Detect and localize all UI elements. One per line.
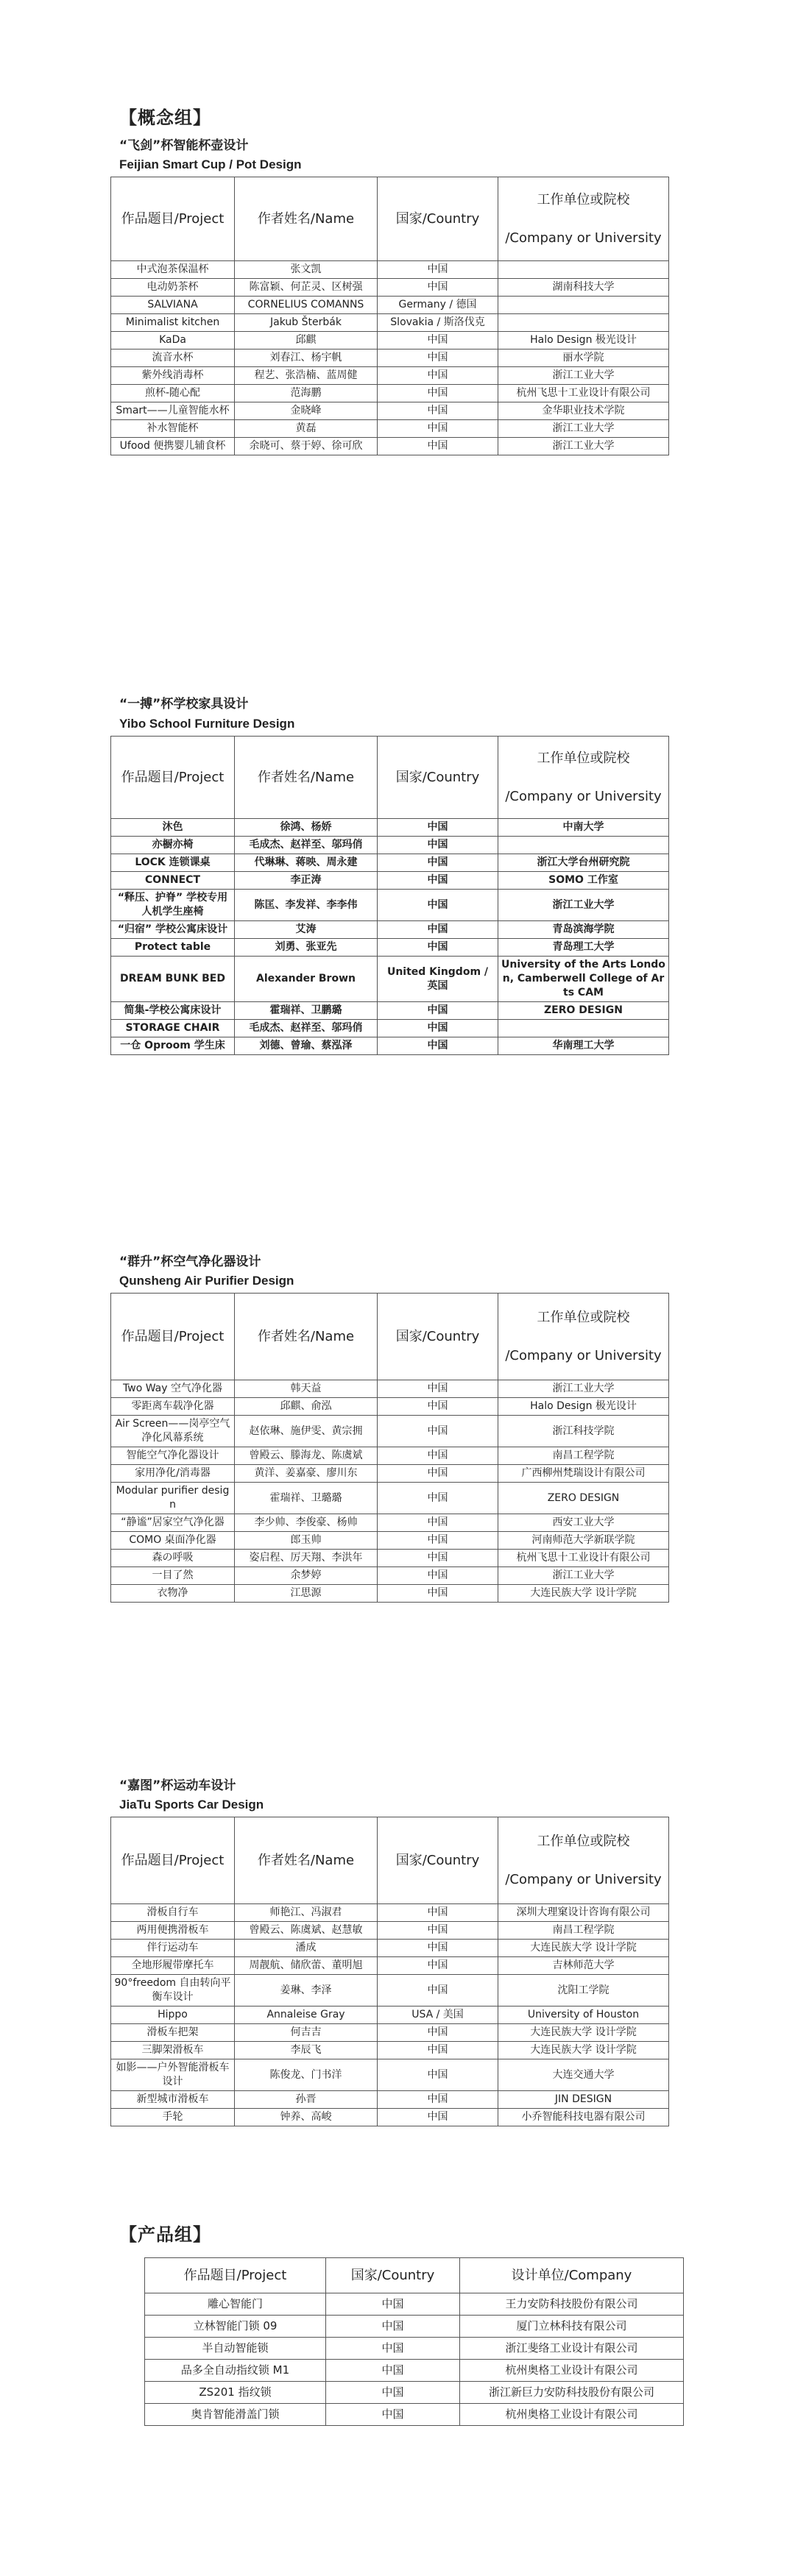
cell-project: 一目了然 (111, 1567, 235, 1585)
header-unit (498, 1294, 669, 1380)
header-company: 设计单位/Company (460, 2258, 684, 2293)
cell-project: 零距离车载净化器 (111, 1398, 235, 1416)
cell-country: 中国 (378, 854, 498, 872)
cell-country: 中国 (378, 1514, 498, 1532)
cell-name: 艾涛 (235, 921, 378, 939)
cell-unit: 浙江大学台州研究院 (498, 854, 669, 872)
cell-name: 毛成杰、赵祥至、邬玛俏 (235, 1020, 378, 1037)
header-unit-en: /Company or University (505, 1871, 662, 1887)
cell-name: 刘勇、张亚先 (235, 939, 378, 957)
cell-unit: 河南师范大学新联学院 (498, 1532, 669, 1550)
cell-country: 中国 (378, 890, 498, 921)
cell-country: 中国 (378, 1975, 498, 2006)
cell-unit: 吉林师范大学 (498, 1957, 669, 1975)
header-unit (498, 1817, 669, 1904)
cell-unit: 大连民族大学 设计学院 (498, 1940, 669, 1957)
table-row (111, 1532, 669, 1550)
cell-name: 姜琳、李泽 (235, 1975, 378, 2006)
cell-unit (498, 1020, 669, 1037)
section-subtitle-yibo: Yibo School Furniture Design (119, 717, 295, 731)
cell-project: 亦橱亦椅 (111, 837, 235, 854)
cell-project: ZS201 指纹锁 (145, 2382, 326, 2404)
cell-unit: 沈阳工学院 (498, 1975, 669, 2006)
cell-name: 李辰飞 (235, 2042, 378, 2059)
cell-country: 中国 (378, 1002, 498, 1020)
product-group-title: 【产品组】 (119, 2224, 211, 2245)
cell-unit: 杭州飞思十工业设计有限公司 (498, 1550, 669, 1567)
cell-project: 全地形履带摩托车 (111, 1957, 235, 1975)
cell-name: 邱麒 (235, 332, 378, 350)
cell-unit: 中南大学 (498, 819, 669, 837)
cell-company: 厦门立林科技有限公司 (460, 2316, 684, 2338)
cell-name: 徐鸿、杨娇 (235, 819, 378, 837)
section-subtitle-qunsheng: Qunsheng Air Purifier Design (119, 1274, 294, 1288)
cell-country: 中国 (378, 332, 498, 350)
cell-country: 中国 (378, 350, 498, 367)
cell-name: 赵依琳、施伊雯、黄宗拥 (235, 1416, 378, 1447)
table-row (111, 332, 669, 350)
cell-country: 中国 (378, 279, 498, 297)
header-unit-cn: 工作单位或院校 (537, 191, 630, 207)
cell-project: STORAGE CHAIR (111, 1020, 235, 1037)
cell-unit: 金华职业技术学院 (498, 402, 669, 420)
table-row (111, 438, 669, 455)
table-row (111, 1550, 669, 1567)
table-row (111, 854, 669, 872)
cell-unit: 南昌工程学院 (498, 1922, 669, 1940)
header-name: 作者姓名/Name (235, 737, 378, 819)
cell-unit: ZERO DESIGN (498, 1002, 669, 1020)
cell-project: KaDa (111, 332, 235, 350)
cell-country: USA / 美国 (378, 2006, 498, 2024)
cell-project: 品多全自动指纹锁 M1 (145, 2360, 326, 2382)
cell-unit: 丽水学院 (498, 350, 669, 367)
cell-country: 中国 (378, 420, 498, 438)
cell-country: 中国 (378, 1957, 498, 1975)
header-country: 国家/Country (326, 2258, 460, 2293)
cell-country: 中国 (378, 2091, 498, 2109)
table-row (111, 1037, 669, 1055)
table-row (145, 2360, 684, 2382)
cell-country: 中国 (378, 261, 498, 279)
cell-project: 补水智能杯 (111, 420, 235, 438)
cell-unit: 小乔智能科技电器有限公司 (498, 2109, 669, 2126)
section-title-qunsheng: “群升”杯空气净化器设计 (119, 1255, 261, 1269)
header-unit (498, 177, 669, 261)
cell-country: 中国 (378, 1037, 498, 1055)
header-unit-cn: 工作单位或院校 (537, 750, 630, 766)
cell-project: 90°freedom 自由转向平衡车设计 (111, 1975, 235, 2006)
table-row (111, 2109, 669, 2126)
cell-project: 如影——户外智能滑板车设计 (111, 2059, 235, 2091)
cell-country: 中国 (378, 1398, 498, 1416)
cell-name: 金晓峰 (235, 402, 378, 420)
cell-project: 电动奶茶杯 (111, 279, 235, 297)
cell-name: 霍瑞祥、卫璐璐 (235, 1483, 378, 1514)
cell-unit (498, 297, 669, 314)
header-unit-en: /Company or University (505, 1347, 662, 1363)
cell-project: 森の呼吸 (111, 1550, 235, 1567)
cell-country: 中国 (378, 1550, 498, 1567)
cell-country: 中国 (326, 2338, 460, 2360)
cell-country: Slovakia / 斯洛伐克 (378, 314, 498, 332)
header-name: 作者姓名/Name (235, 1817, 378, 1904)
table-row (111, 1447, 669, 1465)
header-unit-en: /Company or University (505, 230, 662, 246)
cell-unit: University of the Arts London, Camberwell College of Arts CAM (498, 957, 669, 1002)
cell-project: 雕心智能门 (145, 2293, 326, 2316)
cell-unit: 大连民族大学 设计学院 (498, 2024, 669, 2042)
cell-unit: 南昌工程学院 (498, 1447, 669, 1465)
table-row (111, 2006, 669, 2024)
cell-unit: 广西柳州梵瑞设计有限公司 (498, 1465, 669, 1483)
cell-unit: 浙江工业大学 (498, 367, 669, 385)
cell-country: 中国 (378, 939, 498, 957)
cell-project: Smart——儿童智能水杯 (111, 402, 235, 420)
table-row (111, 314, 669, 332)
cell-name: 刘春江、杨宇帆 (235, 350, 378, 367)
header-unit-cn: 工作单位或院校 (537, 1309, 630, 1325)
cell-country: 中国 (378, 1940, 498, 1957)
table-row (111, 2042, 669, 2059)
table-row (111, 1975, 669, 2006)
table-row (111, 385, 669, 402)
cell-unit: 西安工业大学 (498, 1514, 669, 1532)
cell-country: 中国 (326, 2404, 460, 2426)
cell-country: 中国 (378, 921, 498, 939)
cell-project: Two Way 空气净化器 (111, 1380, 235, 1398)
cell-project: 一仓 Oproom 学生床 (111, 1037, 235, 1055)
cell-unit: 湖南科技大学 (498, 279, 669, 297)
cell-country: 中国 (378, 1465, 498, 1483)
table-row (145, 2293, 684, 2316)
table-row (145, 2382, 684, 2404)
cell-project: 煎杯-随心配 (111, 385, 235, 402)
cell-company: 杭州奥格工业设计有限公司 (460, 2360, 684, 2382)
cell-country: 中国 (378, 1904, 498, 1922)
table-row (111, 939, 669, 957)
table-row (111, 367, 669, 385)
cell-name: 毛成杰、赵祥至、邬玛俏 (235, 837, 378, 854)
concept-group-title: 【概念组】 (119, 107, 211, 128)
cell-project: CONNECT (111, 872, 235, 890)
cell-country: 中国 (326, 2316, 460, 2338)
cell-unit: 大连民族大学 设计学院 (498, 2042, 669, 2059)
cell-unit: 青岛滨海学院 (498, 921, 669, 939)
table-yibo (110, 736, 669, 1055)
cell-country: 中国 (326, 2382, 460, 2404)
table-row (111, 2091, 669, 2109)
table-products (144, 2257, 684, 2426)
cell-country: 中国 (378, 367, 498, 385)
header-project: 作品题目/Project (111, 1294, 235, 1380)
cell-project: “静谧”居家空气净化器 (111, 1514, 235, 1532)
cell-unit: 大连交通大学 (498, 2059, 669, 2091)
section-subtitle-feijian: Feijian Smart Cup / Pot Design (119, 157, 302, 171)
cell-unit (498, 314, 669, 332)
cell-name: 周靓航、储欣蕾、董明旭 (235, 1957, 378, 1975)
cell-unit: 大连民族大学 设计学院 (498, 1585, 669, 1603)
header-project: 作品题目/Project (111, 737, 235, 819)
header-country: 国家/Country (378, 1817, 498, 1904)
cell-name: 刘德、曾瑜、蔡泓泽 (235, 1037, 378, 1055)
cell-name: CORNELIUS COMANNS (235, 297, 378, 314)
header-project: 作品题目/Project (145, 2258, 326, 2293)
header-name: 作者姓名/Name (235, 177, 378, 261)
cell-project: 立林智能门锁 09 (145, 2316, 326, 2338)
table-row (111, 837, 669, 854)
table-row (111, 1465, 669, 1483)
cell-project: 伴行运动车 (111, 1940, 235, 1957)
cell-unit: 浙江工业大学 (498, 438, 669, 455)
table-row (145, 2404, 684, 2426)
cell-name: Jakub Šterbák (235, 314, 378, 332)
cell-unit: 浙江工业大学 (498, 420, 669, 438)
table-row (111, 297, 669, 314)
cell-unit: Halo Design 极光设计 (498, 332, 669, 350)
cell-country: 中国 (378, 1922, 498, 1940)
cell-project: SALVIANA (111, 297, 235, 314)
cell-country: 中国 (326, 2360, 460, 2382)
cell-project: DREAM BUNK BED (111, 957, 235, 1002)
cell-name: 黄洋、姜嘉豪、廖川东 (235, 1465, 378, 1483)
cell-unit: 深圳大理窠设计咨询有限公司 (498, 1904, 669, 1922)
cell-country: 中国 (378, 1483, 498, 1514)
table-row (111, 1398, 669, 1416)
cell-country: 中国 (378, 2042, 498, 2059)
cell-project: 三脚架滑板车 (111, 2042, 235, 2059)
cell-name: 余晓可、蔡于婷、徐可欣 (235, 438, 378, 455)
table-row (111, 1380, 669, 1398)
cell-name: Alexander Brown (235, 957, 378, 1002)
cell-name: 曾殿云、陈虞斌、赵慧敏 (235, 1922, 378, 1940)
cell-name: Annaleise Gray (235, 2006, 378, 2024)
table-row (111, 1922, 669, 1940)
table-row (145, 2316, 684, 2338)
cell-country: 中国 (378, 385, 498, 402)
cell-unit: SOMO 工作室 (498, 872, 669, 890)
section-title-yibo: “一搏”杯学校家具设计 (119, 697, 249, 712)
cell-country: 中国 (378, 2024, 498, 2042)
cell-unit: ZERO DESIGN (498, 1483, 669, 1514)
section-title-jiatu: “嘉图”杯运动车设计 (119, 1778, 236, 1793)
table-row (111, 1567, 669, 1585)
cell-name: 潘成 (235, 1940, 378, 1957)
cell-project: 紫外线消毒杯 (111, 367, 235, 385)
cell-unit: 杭州飞思十工业设计有限公司 (498, 385, 669, 402)
table-row (145, 2338, 684, 2360)
cell-unit: 浙江工业大学 (498, 1380, 669, 1398)
cell-name: 郎玉帅 (235, 1532, 378, 1550)
cell-project: LOCK 连锁课桌 (111, 854, 235, 872)
table-row (111, 1002, 669, 1020)
table-row (111, 921, 669, 939)
section-title-feijian: “飞剑”杯智能杯壶设计 (119, 138, 249, 153)
cell-project: 半自动智能锁 (145, 2338, 326, 2360)
cell-name: 余梦婷 (235, 1567, 378, 1585)
cell-project: 新型城市滑板车 (111, 2091, 235, 2109)
table-row (111, 402, 669, 420)
cell-name: 范海鹏 (235, 385, 378, 402)
cell-country: 中国 (378, 1585, 498, 1603)
cell-project: Modular purifier design (111, 1483, 235, 1514)
table-row (111, 890, 669, 921)
cell-project: 流音水杯 (111, 350, 235, 367)
cell-project: COMO 桌面净化器 (111, 1532, 235, 1550)
table-row (111, 1416, 669, 1447)
cell-name: 陈匡、李发祥、李李伟 (235, 890, 378, 921)
table-row (111, 350, 669, 367)
header-unit-en: /Company or University (505, 788, 662, 804)
cell-country: 中国 (326, 2293, 460, 2316)
header-unit (498, 737, 669, 819)
cell-name: 霍瑞祥、卫鹏璐 (235, 1002, 378, 1020)
table-row (111, 279, 669, 297)
table-row (111, 2024, 669, 2042)
cell-project: 衣物净 (111, 1585, 235, 1603)
table-row (111, 1940, 669, 1957)
cell-unit: 华南理工大学 (498, 1037, 669, 1055)
cell-project: “归宿” 学校公寓床设计 (111, 921, 235, 939)
cell-name: 韩天益 (235, 1380, 378, 1398)
table-row (111, 1514, 669, 1532)
header-unit-cn: 工作单位或院校 (537, 1833, 630, 1849)
header-name: 作者姓名/Name (235, 1294, 378, 1380)
cell-unit: University of Houston (498, 2006, 669, 2024)
cell-name: 李少帅、李俊豪、杨帅 (235, 1514, 378, 1532)
cell-name: 陈富颖、何芷灵、区树强 (235, 279, 378, 297)
cell-project: “释压、护脊” 学校专用人机学生座椅 (111, 890, 235, 921)
cell-name: 姿启程、厉天翔、李洪年 (235, 1550, 378, 1567)
cell-country: 中国 (378, 438, 498, 455)
cell-name: 邱麒、俞泓 (235, 1398, 378, 1416)
cell-project: 滑板车把架 (111, 2024, 235, 2042)
table-row (111, 261, 669, 279)
cell-name: 张文凯 (235, 261, 378, 279)
cell-project: Minimalist kitchen (111, 314, 235, 332)
cell-country: 中国 (378, 402, 498, 420)
cell-unit: 浙江科技学院 (498, 1416, 669, 1447)
table-row (111, 819, 669, 837)
cell-country: 中国 (378, 837, 498, 854)
cell-company: 浙江斐络工业设计有限公司 (460, 2338, 684, 2360)
table-feijian (110, 177, 669, 455)
cell-name: 代琳琳、蒋映、周永建 (235, 854, 378, 872)
cell-unit: JIN DESIGN (498, 2091, 669, 2109)
cell-name: 李正涛 (235, 872, 378, 890)
table-qunsheng (110, 1293, 669, 1603)
cell-name: 黄磊 (235, 420, 378, 438)
cell-country: 中国 (378, 1416, 498, 1447)
cell-company: 浙江新巨力安防科技股份有限公司 (460, 2382, 684, 2404)
table-jiatu (110, 1817, 669, 2126)
table-row (111, 1483, 669, 1514)
cell-country: 中国 (378, 1567, 498, 1585)
table-row (111, 1020, 669, 1037)
cell-country: 中国 (378, 1380, 498, 1398)
cell-country: 中国 (378, 1532, 498, 1550)
cell-project: 手轮 (111, 2109, 235, 2126)
cell-country: Germany / 德国 (378, 297, 498, 314)
cell-unit: 浙江工业大学 (498, 1567, 669, 1585)
cell-name: 孙晋 (235, 2091, 378, 2109)
cell-project: 家用净化/消毒器 (111, 1465, 235, 1483)
header-country: 国家/Country (378, 737, 498, 819)
header-project: 作品题目/Project (111, 1817, 235, 1904)
cell-name: 师艳江、冯淑君 (235, 1904, 378, 1922)
cell-country: 中国 (378, 872, 498, 890)
table-row (111, 872, 669, 890)
table-row (111, 420, 669, 438)
cell-project: Ufood 便携婴儿辅食杯 (111, 438, 235, 455)
cell-name: 钟养、高峻 (235, 2109, 378, 2126)
cell-country: 中国 (378, 2059, 498, 2091)
cell-project: Hippo (111, 2006, 235, 2024)
table-row (111, 2059, 669, 2091)
cell-project: 奥肯智能滑盖门锁 (145, 2404, 326, 2426)
cell-project: 简集-学校公寓床设计 (111, 1002, 235, 1020)
cell-company: 杭州奥格工业设计有限公司 (460, 2404, 684, 2426)
cell-country: 中国 (378, 819, 498, 837)
table-row (111, 1904, 669, 1922)
cell-name: 何吉吉 (235, 2024, 378, 2042)
cell-project: Air Screen——岗亭空气净化风幕系统 (111, 1416, 235, 1447)
cell-unit: 浙江工业大学 (498, 890, 669, 921)
header-project: 作品题目/Project (111, 177, 235, 261)
cell-country: 中国 (378, 2109, 498, 2126)
table-row (111, 1585, 669, 1603)
cell-unit: 青岛理工大学 (498, 939, 669, 957)
header-country: 国家/Country (378, 177, 498, 261)
cell-name: 陈俊龙、门书洋 (235, 2059, 378, 2091)
cell-country: 中国 (378, 1447, 498, 1465)
cell-project: Protect table (111, 939, 235, 957)
table-row (111, 1957, 669, 1975)
cell-company: 王力安防科技股份有限公司 (460, 2293, 684, 2316)
cell-unit: Halo Design 极光设计 (498, 1398, 669, 1416)
cell-project: 智能空气净化器设计 (111, 1447, 235, 1465)
cell-name: 曾殿云、滕海龙、陈虞斌 (235, 1447, 378, 1465)
cell-unit (498, 837, 669, 854)
cell-project: 中式泡茶保温杯 (111, 261, 235, 279)
cell-name: 程艺、张浩楠、蓝周健 (235, 367, 378, 385)
section-subtitle-jiatu: JiaTu Sports Car Design (119, 1798, 264, 1812)
cell-country: United Kingdom / 英国 (378, 957, 498, 1002)
header-country: 国家/Country (378, 1294, 498, 1380)
cell-project: 两用便携滑板车 (111, 1922, 235, 1940)
cell-project: 滑板自行车 (111, 1904, 235, 1922)
cell-name: 江思源 (235, 1585, 378, 1603)
table-row (111, 957, 669, 1002)
cell-unit (498, 261, 669, 279)
cell-country: 中国 (378, 1020, 498, 1037)
cell-project: 沐色 (111, 819, 235, 837)
